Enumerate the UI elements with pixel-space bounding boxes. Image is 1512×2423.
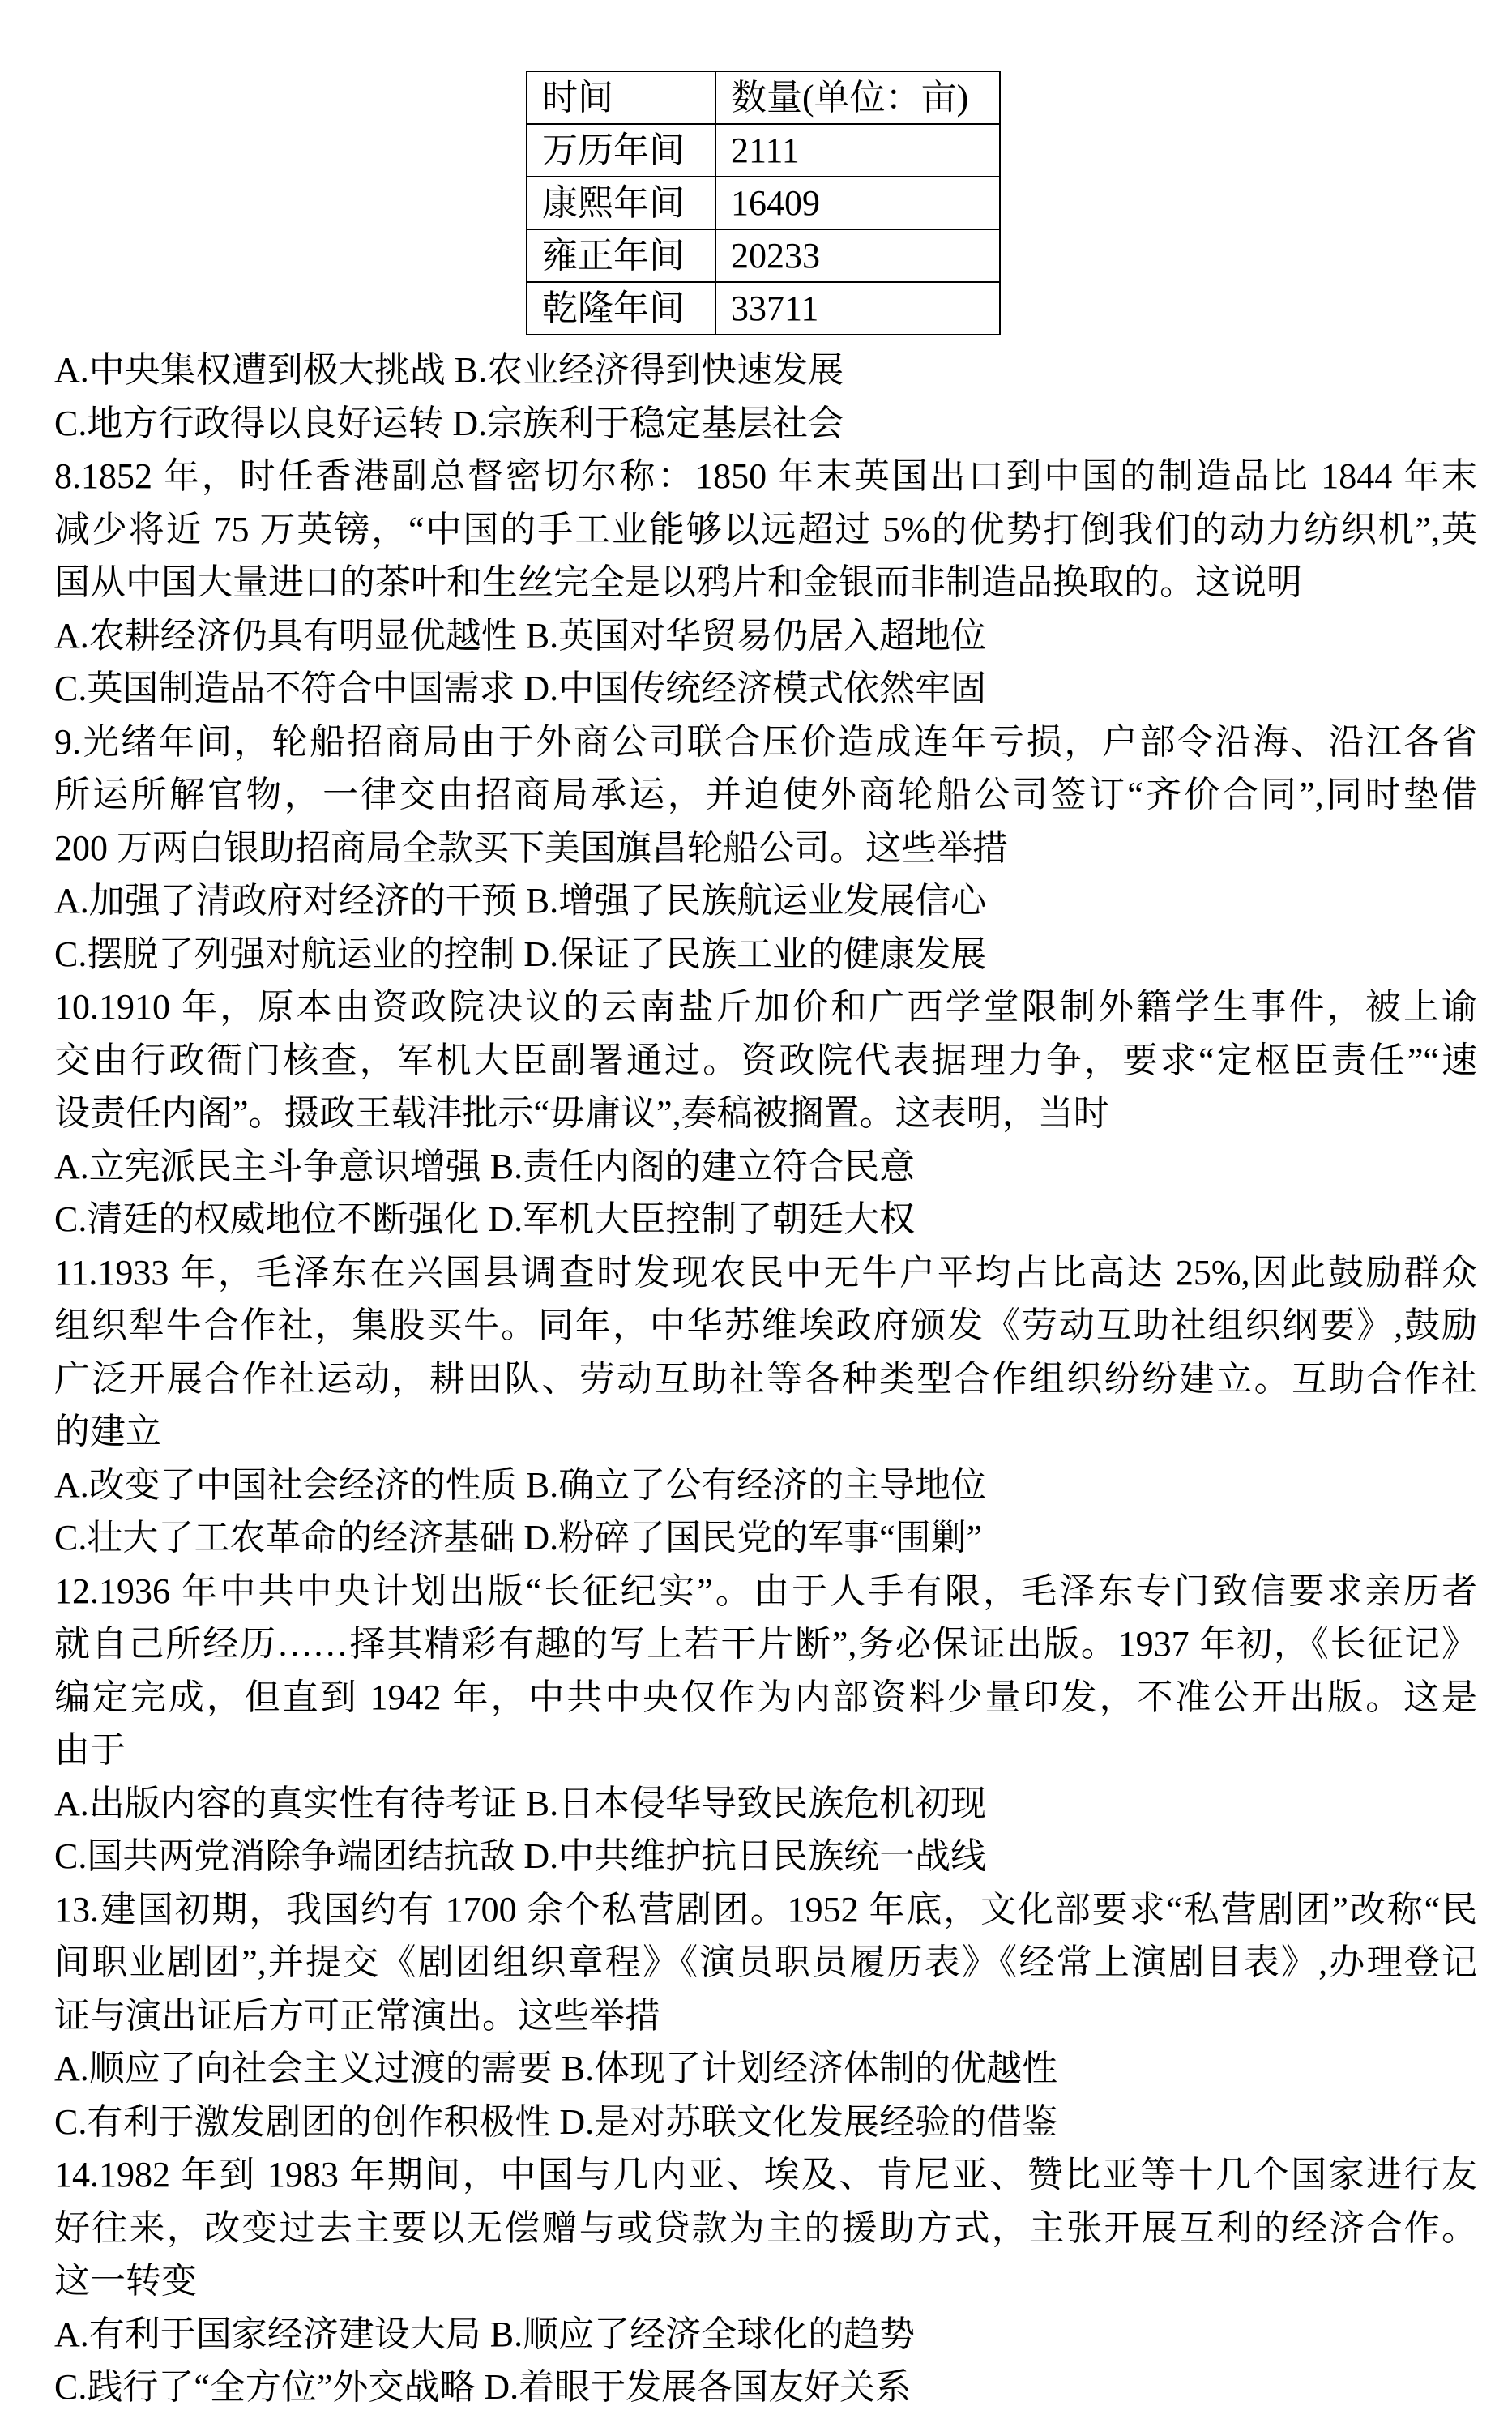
question-8-option-d: D.中国传统经济模式依然牢固 xyxy=(523,669,987,708)
question-10-options-cd xyxy=(54,1193,1477,1246)
question-10-stem-line: 10.1910 年，原本由资政院决议的云南盐斤加价和广西学堂限制外籍学生事件，被上谕 xyxy=(54,987,1477,1027)
question-10-option-d: D.军机大臣控制了朝廷大权 xyxy=(488,1199,916,1239)
table-header-row xyxy=(527,71,1000,124)
question-14-stem-line: 这一转变 xyxy=(54,2261,197,2301)
header-time: 时间 xyxy=(527,71,715,124)
question-11-stem-line: 的建立 xyxy=(54,1412,161,1451)
question-14-stem-line: 好往来，改变过去主要以无偿赠与或贷款为主的援助方式，主张开展互利的经济合作。 xyxy=(54,2207,1477,2248)
question-11-stem-line: 广泛开展合作社运动，耕田队、劳动互助社等各种类型合作组织纷纷建立。互助合作社 xyxy=(54,1358,1477,1399)
question-12-option-b: B.日本侵华导致民族危机初现 xyxy=(525,1783,987,1823)
question-7-options-cd xyxy=(54,397,1477,451)
question-9-option-d: D.保证了民族工业的健康发展 xyxy=(523,934,987,974)
question-13-stem-line: 间职业剧团”,并提交《剧团组织章程》《演员职员履历表》《经常上演剧目表》,办理登记 xyxy=(54,1942,1477,1982)
row-quantity: 33711 xyxy=(715,282,1000,335)
question-13-option-c: C.有利于激发剧团的创作积极性 xyxy=(54,2101,551,2142)
question-10-stem-line: 交由行政衙门核查，军机大臣副署通过。资政院代表据理力争，要求“定枢臣责任”“速 xyxy=(54,1040,1477,1080)
question-10-option-c: C.清廷的权威地位不断强化 xyxy=(54,1199,480,1239)
question-12-option-a: A.出版内容的真实性有待考证 xyxy=(54,1783,517,1823)
question-10-options-ab xyxy=(54,1140,1477,1194)
row-time: 乾隆年间 xyxy=(527,282,715,335)
question-11-options-ab xyxy=(54,1459,1477,1512)
question-13-stem-line: 证与演出证后方可正常演出。这些举措 xyxy=(54,1995,660,2036)
question-7-option-a: A.中央集权遭到极大挑战 xyxy=(54,350,446,390)
question-9-stem-line: 所运所解官物，一律交由招商局承运，并迫使外商轮船公司签订“齐价合同”,同时垫借 xyxy=(54,775,1477,814)
question-14-option-b: B.顺应了经济全球化的趋势 xyxy=(489,2314,916,2354)
question-12-stem-line: 由于 xyxy=(54,1730,126,1770)
question-12-option-c: C.国共两党消除争端团结抗敌 xyxy=(54,1836,515,1876)
question-7-option-d: D.宗族利于稳定基层社会 xyxy=(452,403,844,443)
question-8-stem-line: 8.1852 年，时任香港副总督密切尔称：1850 年末英国出口到中国的制造品比 1844 年末 xyxy=(54,456,1477,496)
question-9-options-cd xyxy=(54,928,1477,981)
question-10-stem-line: 设责任内阁”。摄政王载沣批示“毋庸议”,奏稿被搁置。这表明，当时 xyxy=(54,1093,1109,1133)
question-7-option-b: B.农业经济得到快速发展 xyxy=(454,350,844,390)
question-12-options-cd xyxy=(54,1830,1477,1883)
question-11-option-c: C.壮大了工农革命的经济基础 xyxy=(54,1518,515,1558)
question-13-option-b: B.体现了计划经济体制的优越性 xyxy=(561,2049,1058,2088)
question-text-block xyxy=(54,344,1477,2414)
row-time: 康熙年间 xyxy=(527,177,715,229)
question-10-option-a: A.立宪派民主斗争意识增强 xyxy=(54,1146,481,1186)
question-14-option-d: D.着眼于发展各国友好关系 xyxy=(484,2367,912,2407)
header-quantity: 数量(单位：亩) xyxy=(715,71,1000,124)
table-row xyxy=(527,282,1000,335)
question-8-options-cd xyxy=(54,662,1477,716)
question-7-option-c: C.地方行政得以良好运转 xyxy=(54,403,444,443)
question-11-options-cd xyxy=(54,1511,1477,1565)
question-12-stem-line: 编定完成，但直到 1942 年，中共中央仅作为内部资料少量印发，不准公开出版。这是 xyxy=(54,1677,1477,1717)
question-10-option-b: B.责任内阁的建立符合民意 xyxy=(489,1146,916,1186)
question-12-option-d: D.中共维护抗日民族统一战线 xyxy=(523,1836,987,1876)
question-8-options-ab xyxy=(54,609,1477,663)
question-8-option-c: C.英国制造品不符合中国需求 xyxy=(54,669,515,708)
question-9-stem-line: 9.光绪年间，轮船招商局由于外商公司联合压价造成连年亏损，户部令沿海、沿江各省 xyxy=(54,721,1477,762)
question-14-option-c: C.践行了“全方位”外交战略 xyxy=(54,2367,476,2407)
table-row xyxy=(527,177,1000,229)
question-8-stem-line: 国从中国大量进口的茶叶和生丝完全是以鸦片和金银而非制造品换取的。这说明 xyxy=(54,562,1302,602)
table-row xyxy=(527,229,1000,282)
question-14-options-ab xyxy=(54,2308,1477,2361)
question-13-option-d: D.是对苏联文化发展经验的借鉴 xyxy=(559,2101,1058,2142)
question-11-stem-line: 11.1933 年，毛泽东在兴国县调查时发现农民中无牛户平均占比高达 25%,因此鼓励群众 xyxy=(54,1252,1477,1293)
question-14-options-cd xyxy=(54,2361,1477,2414)
question-8-stem-line: 减少将近 75 万英镑，“中国的手工业能够以远超过 5%的优势打倒我们的动力纺织机”,英 xyxy=(54,509,1477,549)
question-11-option-b: B.确立了公有经济的主导地位 xyxy=(525,1464,987,1505)
question-11-option-d: D.粉碎了国民党的军事“围剿” xyxy=(523,1518,983,1558)
row-time: 雍正年间 xyxy=(527,229,715,282)
question-9-option-a: A.加强了清政府对经济的干预 xyxy=(54,881,517,921)
question-13-options-ab xyxy=(54,2042,1477,2096)
question-9-option-b: B.增强了民族航运业发展信心 xyxy=(525,881,987,921)
row-quantity: 16409 xyxy=(715,177,1000,229)
question-9-stem-line: 200 万两白银助招商局全款买下美国旗昌轮船公司。这些举措 xyxy=(54,827,1008,868)
question-7-options-ab xyxy=(54,344,1477,397)
question-8-option-a: A.农耕经济仍具有明显优越性 xyxy=(54,615,517,656)
question-9-option-c: C.摆脱了列强对航运业的控制 xyxy=(54,934,515,974)
question-13-option-a: A.顺应了向社会主义过渡的需要 xyxy=(54,2049,553,2088)
question-12-options-ab xyxy=(54,1777,1477,1831)
question-13-stem-line: 13.建国初期，我国约有 1700 余个私营剧团。1952 年底，文化部要求“私营剧团”改称“民 xyxy=(54,1889,1477,1929)
row-time: 万历年间 xyxy=(527,124,715,177)
farmland-quantity-table xyxy=(526,71,1001,335)
question-12-stem-line: 12.1936 年中共中央计划出版“长征纪实”。由于人手有限，毛泽东专门致信要求亲历者 xyxy=(54,1570,1477,1611)
table-row xyxy=(527,124,1000,177)
question-9-options-ab xyxy=(54,874,1477,928)
row-quantity: 20233 xyxy=(715,229,1000,282)
row-quantity: 2111 xyxy=(715,124,1000,177)
question-8-option-b: B.英国对华贸易仍居入超地位 xyxy=(525,615,987,656)
question-14-option-a: A.有利于国家经济建设大局 xyxy=(54,2314,481,2354)
question-14-stem-line: 14.1982 年到 1983 年期间，中国与几内亚、埃及、肯尼亚、赞比亚等十几个国家进行友 xyxy=(54,2155,1477,2194)
question-11-option-a: A.改变了中国社会经济的性质 xyxy=(54,1464,517,1505)
question-13-options-cd xyxy=(54,2096,1477,2149)
question-12-stem-line: 就自己所经历……择其精彩有趣的写上若干片断”,务必保证出版。1937 年初，《长征记》 xyxy=(54,1624,1477,1664)
question-11-stem-line: 组织犁牛合作社，集股买牛。同年，中华苏维埃政府颁发《劳动互助社组织纲要》,鼓励 xyxy=(54,1306,1477,1345)
